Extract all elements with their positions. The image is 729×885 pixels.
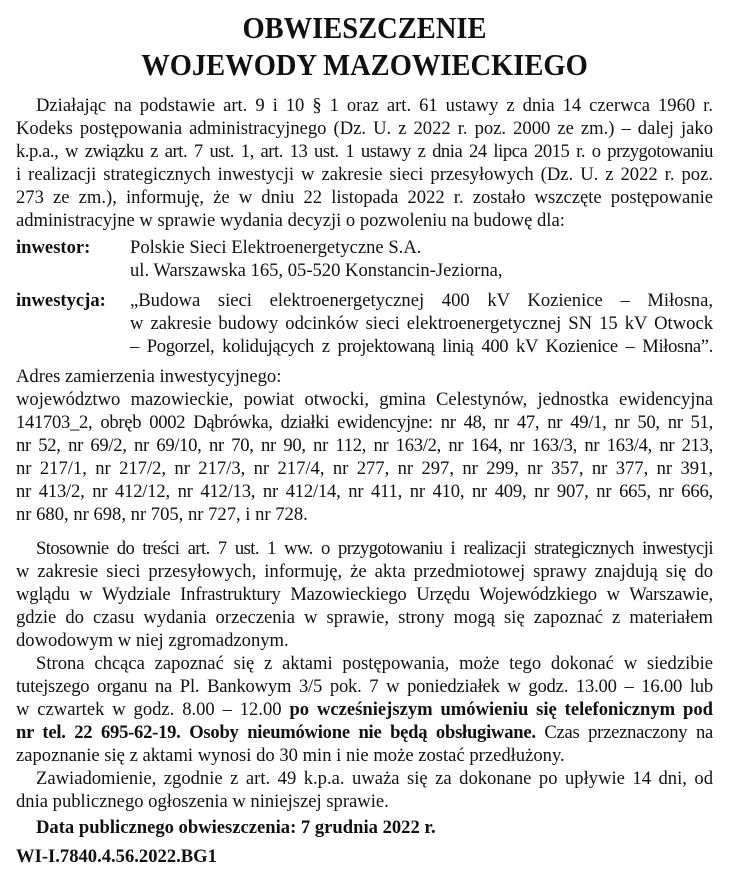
files-info-line: dowodowym w niej zgromadzonym.: [16, 630, 289, 651]
files-info-line: w zakresie sieci przesyłowych, informuję, że akta przedmiotowej sprawy znajdują się do: [16, 561, 713, 582]
access-line: [16, 699, 713, 721]
intro-line: i realizacji strategicznych inwestycji w zakresie sieci przesyłowych (Dz. U. z 2022 r. poz.: [16, 164, 713, 185]
investment-label: inwestycja:: [16, 290, 106, 311]
address-line: nr 217/1, nr 217/2, nr 217/3, nr 217/4, nr 277, nr 297, nr 299, nr 357, nr 377, nr 391,: [16, 458, 713, 479]
intro-line: Kodeks postępowania administracyjnego (Dz. U. z 2022 r. poz. 2000 ze zm.) – dalej jako: [16, 118, 713, 139]
access-line: Strona chcąca zapoznać się z aktami postępowania, może tego dokonać w siedzibie: [36, 653, 713, 674]
files-info-line: Stosownie do treści art. 7 ust. 1 ww. o przygotowaniu i realizacji strategicznych inwestycji: [36, 538, 713, 559]
access-time-text: Czas przeznaczony na: [535, 722, 713, 743]
files-info-line: gdzie do czasu wydania orzeczenia w sprawie, strony mogą się zapoznać z materiałem: [16, 607, 713, 628]
files-info-line: wglądu w Wydziale Infrastruktury Mazowieckiego Urzędu Wojewódzkiego w Warszawie,: [16, 584, 713, 605]
access-line: tutejszego organu na Pl. Bankowym 3/5 pok. 7 w poniedziałek w godz. 13.00 – 16.00 lub: [16, 676, 713, 697]
investment-line: w zakresie budowy odcinków sieci elektroenergetycznej SN 15 kV Otwock: [130, 313, 713, 334]
address-line: nr 413/2, nr 412/12, nr 412/13, nr 412/14, nr 411, nr 410, nr 409, nr 907, nr 665, nr 666,: [16, 481, 713, 502]
document-title-line1: OBWIESZCZENIE: [242, 10, 487, 45]
notice-line: dnia publicznego ogłoszenia w niniejszej sprawie.: [16, 791, 389, 812]
reference-number: WI-I.7840.4.56.2022.BG1: [16, 846, 217, 867]
notice-line: Zawiadomienie, zgodnie z art. 49 k.p.a. uważa się za dokonane po upływie 14 dni, od: [36, 768, 713, 789]
intro-line: Działając na podstawie art. 9 i 10 § 1 oraz art. 61 ustawy z dnia 14 czerwca 1960 r.: [36, 95, 713, 116]
address-line: nr 52, nr 69/2, nr 69/10, nr 70, nr 90, nr 112, nr 163/2, nr 164, nr 163/3, nr 163/4, nr 213,: [16, 435, 713, 456]
investor-name: Polskie Sieci Elektroenergetyczne S.A.: [130, 237, 422, 258]
access-phone-bold: nr tel. 22 695-62-19. Osoby nieumówione nie będą obsługiwane.: [16, 722, 536, 743]
access-hours-text: w czwartek w godz. 8.00 – 12.00: [16, 699, 290, 720]
document-title-line2: WOJEWODY MAZOWIECKIEGO: [141, 47, 588, 82]
address-line: 141703_2, obręb 0002 Dąbrówka, działki ewidencyjne: nr 48, nr 47, nr 49/1, nr 50, nr 51,: [16, 412, 713, 433]
address-heading: Adres zamierzenia inwestycyjnego:: [16, 366, 282, 387]
intro-line: 273 ze zm.), informuję, że w dniu 22 listopada 2022 r. zostało wszczęte postępowanie: [16, 187, 713, 208]
access-appointment-bold: po wcześniejszym umówieniu się telefonicznym pod: [289, 699, 713, 720]
access-line: [16, 722, 713, 744]
intro-line: administracyjne w sprawie wydania decyzji o pozwoleniu na budowę dla:: [16, 210, 565, 231]
investor-label: inwestor:: [16, 237, 91, 258]
publication-date: Data publicznego obwieszczenia: 7 grudnia 2022 r.: [36, 817, 436, 838]
access-line: zapoznanie się z aktami wynosi do 30 min i nie może zostać przedłużony.: [16, 745, 565, 766]
investor-address: ul. Warszawska 165, 05-520 Konstancin-Jeziorna,: [130, 260, 503, 281]
address-line: nr 680, nr 698, nr 705, nr 727, i nr 728.: [16, 504, 308, 525]
intro-line: k.p.a., w związku z art. 7 ust. 1, art. 13 ust. 1 ustawy z dnia 24 lipca 2015 r. o przygotowaniu: [16, 141, 713, 162]
address-line: województwo mazowieckie, powiat otwocki, gmina Celestynów, jednostka ewidencyjna: [16, 389, 713, 410]
investment-line: – Pogorzel, kolidujących z projektowaną linią 400 kV Kozienice – Miłosna”.: [130, 336, 713, 357]
investment-line: „Budowa sieci elektroenergetycznej 400 kV Kozienice – Miłosna,: [130, 290, 713, 311]
